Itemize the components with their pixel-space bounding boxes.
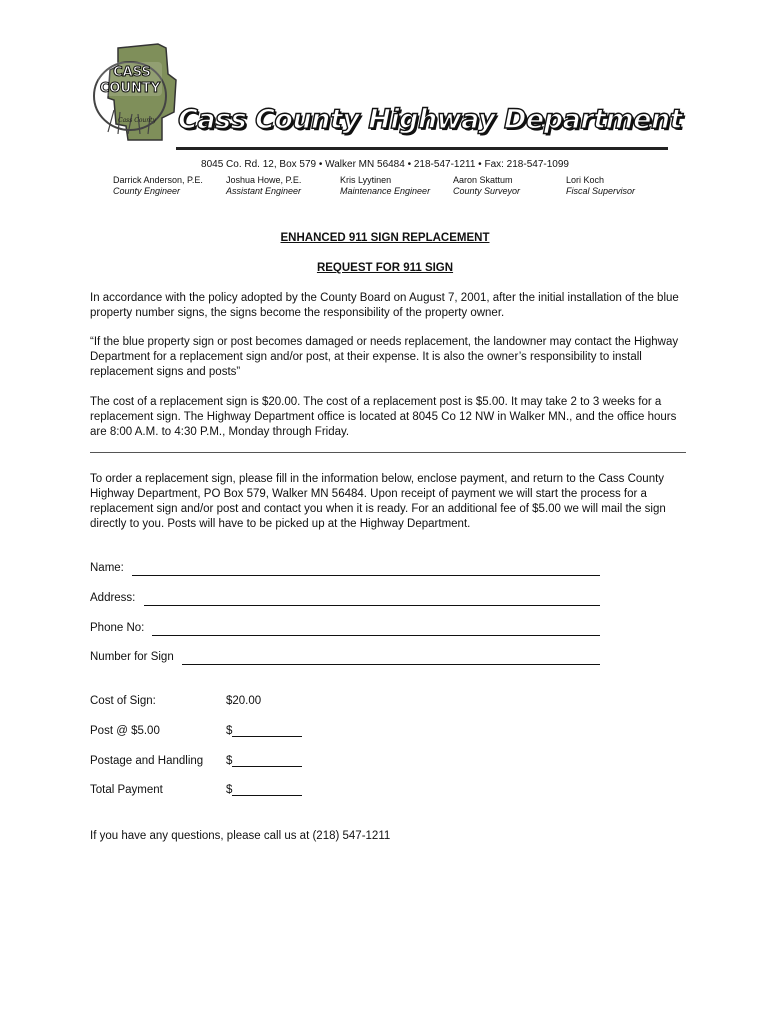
phone-field[interactable] xyxy=(90,622,600,638)
cost-label: Postage and Handling xyxy=(90,755,204,767)
staff-role: County Engineer xyxy=(113,186,181,196)
policy-quote-paragraph: “If the blue property sign or post becomes damaged or needs replacement, the landowner may contact the Highway Department for a replacement sign and/or post, at their expense. It is also the owner’s responsibility to install replacement signs and posts” xyxy=(90,336,679,378)
staff-name: Lori Koch xyxy=(566,175,605,185)
staff-role: Maintenance Engineer xyxy=(340,186,431,196)
cost-value[interactable] xyxy=(226,725,302,737)
page-subtitle: REQUEST FOR 911 SIGN xyxy=(316,262,454,274)
postage-amount-blank[interactable] xyxy=(232,755,302,767)
sign-number-input-line[interactable] xyxy=(182,664,600,665)
contact-line: If you have any questions, please call us at (218) 547-1211 xyxy=(90,830,391,842)
field-label: Name: xyxy=(90,562,124,574)
cost-amount: $20.00 xyxy=(226,695,262,707)
staff-name: Aaron Skattum xyxy=(453,175,513,185)
county-map-seal-logo xyxy=(88,40,182,144)
staff-role: Assistant Engineer xyxy=(226,186,302,196)
address-field[interactable] xyxy=(90,592,600,608)
field-label: Address: xyxy=(90,592,136,604)
staff-member xyxy=(453,175,520,197)
address-input-line[interactable] xyxy=(144,605,600,606)
page-title: ENHANCED 911 SIGN REPLACEMENT xyxy=(280,232,490,244)
cost-value xyxy=(226,695,261,707)
logo-text-county: COUNTY xyxy=(99,81,161,96)
cost-label: Post @ $5.00 xyxy=(90,725,160,737)
order-instructions-paragraph: To order a replacement sign, please fill in the information below, enclose payment, and return to the Cass County Highway Department, PO Box 579, Walker MN 56484. Upon receipt of payment we will start the process for a replacement sign and/or post and contact you when it is ready. For an additional fee of $5.00 we will mail the sign directly to you. Posts will have to be picked up at the Highway Department. xyxy=(90,473,666,530)
staff-role: Fiscal Supervisor xyxy=(566,186,636,196)
section-divider xyxy=(90,452,686,453)
field-label: Number for Sign xyxy=(90,651,174,663)
policy-paragraph: In accordance with the policy adopted by the County Board on August 7, 2001, after the initial installation of the blue property number signs, the signs become the responsibility of the property owner. xyxy=(90,292,679,319)
cost-value[interactable] xyxy=(226,784,302,796)
staff-name: Joshua Howe, P.E. xyxy=(226,175,302,185)
field-label: Phone No: xyxy=(90,622,145,634)
staff-name: Darrick Anderson, P.E. xyxy=(113,175,203,185)
address-line: 8045 Co. Rd. 12, Box 579 • Walker MN 56484 • 218-547-1211 • Fax: 218-547-1099 xyxy=(201,159,569,170)
phone-input-line[interactable] xyxy=(152,635,600,636)
staff-member xyxy=(340,175,430,197)
department-title: Cass County Highway Department xyxy=(178,104,683,135)
staff-member xyxy=(566,175,635,197)
currency-symbol: $ xyxy=(226,725,233,737)
cost-info-paragraph: The cost of a replacement sign is $20.00. The cost of a replacement post is $5.00. It may take 2 to 3 weeks for a replacement sign. The Highway Department office is located at 8045 Co 12 NW in Walker MN., and the office hours are 8:00 A.M. to 4:30 P.M., Monday through Friday. xyxy=(90,396,677,438)
cost-label: Cost of Sign: xyxy=(90,695,156,707)
cost-label: Total Payment xyxy=(90,784,163,796)
name-input-line[interactable] xyxy=(132,575,600,576)
name-field[interactable] xyxy=(90,562,600,578)
staff-member xyxy=(113,175,203,197)
post-amount-blank[interactable] xyxy=(232,725,302,737)
cost-value[interactable] xyxy=(226,755,302,767)
total-amount-blank[interactable] xyxy=(232,784,302,796)
currency-symbol: $ xyxy=(226,755,233,767)
staff-member xyxy=(226,175,301,197)
logo-signature: Cass County xyxy=(118,117,156,124)
staff-role: County Surveyor xyxy=(453,186,521,196)
staff-name: Kris Lyytinen xyxy=(340,175,392,185)
currency-symbol: $ xyxy=(226,784,233,796)
header-rule xyxy=(176,147,668,150)
logo-text-cass: CASS xyxy=(113,65,151,80)
sign-number-field[interactable] xyxy=(90,651,600,667)
